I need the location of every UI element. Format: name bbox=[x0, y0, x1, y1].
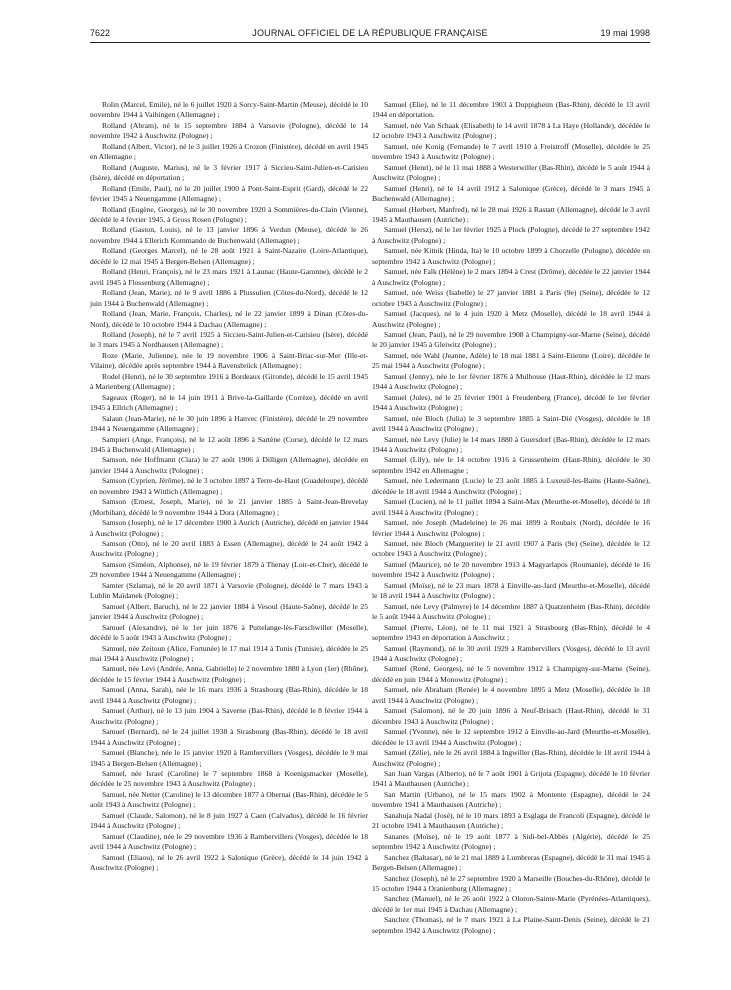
entry: Samuel, née Falk (Hélène) le 2 mars 1894 à Crest (Drôme), décédée le 22 janvier 1944 à Auschwitz (Pologne) ; bbox=[372, 267, 650, 287]
entry: Samuel (Zélie), née le 26 avril 1884 à Ingwiller (Bas-Rhin), décédée le 18 avril 1944 à Auschwitz (Pologne) ; bbox=[372, 748, 650, 768]
entry: Rolin (Marcel, Emile), né le 6 juillet 1920 à Sorcy-Saint-Martin (Meuse), décédé le 10 novembre 1944 à Vaihingen (Allemagne) ; bbox=[90, 100, 368, 120]
entry: Sananes (Moïse), né le 19 août 1877 à Sidi-bel-Abbès (Algérie), décédé le 25 septembre 1942 à Auschwitz (Pologne) ; bbox=[372, 831, 650, 852]
entry: Samuel (Henri), né le 14 avril 1912 à Salonique (Grèce), décédé le 3 mars 1945 à Buchenwald (Allemagne) ; bbox=[372, 183, 650, 204]
entry: Rolland (Gaston, Louis), né le 13 janvier 1896 à Verdun (Meuse), décédé le 26 novembre 1944 à Ellerich Kommando de Buchenwald (Allemagne) ; bbox=[90, 225, 368, 245]
entry: San Juan Vargas (Alberto), né le 7 août 1901 à Grijota (Espagne), décédé le 10 février 1941 à Mauthausen (Autriche) ; bbox=[372, 769, 650, 789]
entry: Salaun (Jean-Marie), né le 30 juin 1896 à Hanvec (Finistère), décédé le 29 novembre 1944 à Neuengamme (Allemagne) ; bbox=[90, 413, 368, 434]
entry: Rolland (Abram), né le 15 septembre 1884 à Varsovie (Pologne), décédé le 14 novembre 1942 à Auschwitz (Pologne) ; bbox=[90, 120, 368, 141]
entry: Samuel (Claude, Salomon), né le 8 juin 1927 à Caen (Calvados), décédé le 16 février 1944 à Auschwitz (Pologne) ; bbox=[90, 810, 368, 831]
entry: Samuel, née Bloch (Julia) le 3 septembre 1885 à Saint-Dié (Vosges), décédée le 18 avril 1944 à Auschwitz (Pologne) ; bbox=[372, 413, 650, 434]
entry: Samuel (Elie), né le 11 décembre 1903 à Duppigheim (Bas-Rhin), décédé le 13 avril 1944 en déportation. bbox=[372, 100, 650, 120]
entry: Samuel (Raymond), né le 30 avril 1929 à Rambervillers (Vosges), décédé le 13 avril 1944 à Auschwitz (Pologne) ; bbox=[372, 643, 650, 664]
entry: San Martin (Urbano), né le 15 mars 1902 à Montente (Espagne), décédé le 24 novembre 1941 à Mauthausen (Autriche) ; bbox=[372, 789, 650, 810]
entry: Rolland (Jean, Marie), né le 9 avril 1886 à Plussulien (Côtes-du-Nord), décédé le 12 juin 1944 à Buchenwald (Allemagne) ; bbox=[90, 288, 368, 308]
issue-date: 19 mai 1998 bbox=[600, 28, 650, 38]
entry: Sampieri (Ange, François), né le 12 août 1896 à Sartène (Corse), décédé le 12 mars 1945 à Buchenwald (Allemagne) ; bbox=[90, 434, 368, 454]
entry: Samuel (Salomon), né le 20 juin 1896 à Neuf-Brisach (Haut-Rhin), décédé le 31 décembre 1943 à Auschwitz (Pologne) ; bbox=[372, 706, 650, 726]
entry: Samson (Cyprien, Jérôme), né le 3 octobre 1897 à Terre-de-Haut (Guadeloupe), décédé en novembre 1943 à Wittlich (Allemagne) ; bbox=[90, 476, 368, 496]
header-rule bbox=[90, 42, 650, 43]
entry: Samuel (René, Georges), né le 5 novembre 1912 à Champigny-sur-Marne (Seine), décédé en juin 1944 à Monowitz (Pologne) ; bbox=[372, 664, 650, 684]
entry: Samson (Joseph), né le 17 décembre 1900 à Aurich (Autriche), décédé en janvier 1944 à Auschwitz (Pologne) ; bbox=[90, 518, 368, 538]
entry: Rolland (Henri, François), né le 23 mars 1921 à Launac (Haute-Garonne), décédé le 2 avril 1945 à Flossenburg (Allemagne) ; bbox=[90, 267, 368, 287]
entry: Samuel, née Joseph (Madeleine) le 26 mai 1899 à Roubaix (Nord), décédée le 16 février 1944 à Auschwitz (Pologne) ; bbox=[372, 518, 650, 538]
entry: Rodel (Henri), né le 30 septembre 1916 à Bordeaux (Gironde), décédé le 15 avril 1945 à Marienberg (Allemagne) ; bbox=[90, 371, 368, 392]
entry: Samuel (Moïse), né le 23 mars 1878 à Einville-au-Jard (Meurthe-et-Moselle), décédé le 18 avril 1944 à Auschwitz (Pologne) ; bbox=[372, 580, 650, 601]
entry: Samuel, née Van Schaak (Elisabeth) le 14 avril 1878 à La Haye (Hollande), décédée le 12 octobre 1943 à Auschwitz (Pologne) ; bbox=[372, 120, 650, 141]
entry: Samuel, née Israel (Caroline) le 7 septembre 1868 à Koenigsmacker (Moselle), décédée le 25 novembre 1943 à Auschwitz (Pologne) ; bbox=[90, 769, 368, 789]
entry: Samuel (Jean, Paul), né le 29 novembre 1908 à Champigny-sur-Marne (Seine), décédé le 20 janvier 1945 à Gleiwitz (Pologne) ; bbox=[372, 329, 650, 350]
entry: Rolland (Eugène, Georges), né le 30 novembre 1920 à Sommières-du-Clain (Vienne), décédé le 4 février 1945, à Gross Rosen (Pologne) ; bbox=[90, 204, 368, 224]
entry: Samson (Siméon, Alphonse), né le 19 février 1879 à Thenay (Loir-et-Cher), décédé le 29 novembre 1944 à Neuengamme (Allemagne) ; bbox=[90, 559, 368, 580]
entry: Samuel (Bernard), né le 24 juillet 1938 à Strasbourg (Bas-Rhin), décédé le 18 avril 1944 à Auschwitz (Pologne) ; bbox=[90, 727, 368, 747]
entry: Rolland (Georges Marcel), né le 28 août 1921 à Saint-Nazaire (Loire-Atlantique), décédé le 12 mai 1945 à Bergen-Belsen (Allemagne) ; bbox=[90, 246, 368, 266]
entry: Samuel (Hersz), né le 1er février 1925 à Plock (Pologne), décédé le 27 septembre 1942 à Auschwitz (Pologne) ; bbox=[372, 225, 650, 245]
entry: Samuel (Jules), né le 25 février 1901 à Freudenberg (France), décédé le 1er février 1944 à Auschwitz (Pologne) ; bbox=[372, 392, 650, 413]
entry: Samuel (Alexandre), né le 1er juin 1876 à Puttelange-lès-Farschwiller (Moselle), décédé le 5 août 1943 à Auschwitz (Pologne) ; bbox=[90, 622, 368, 643]
entry: Samuel (Yvonne), née le 12 septembre 1912 à Einville-au-Jard (Meurthe-et-Moselle), décédée le 13 avril 1944 à Auschwitz (Pologne) ; bbox=[372, 727, 650, 747]
entry: Rolland (Joseph), né le 7 avril 1925 à Siccieu-Saint-Julien-et-Carisieu (Isère), décédé le 3 mars 1945 à Nordhausen (Allemagne) ; bbox=[90, 329, 368, 350]
entry: Sageaux (Roger), né le 14 juin 1911 à Brive-la-Gaillarde (Corrèze), décédé en avril 1945 à Ellrich (Allemagne) ; bbox=[90, 392, 368, 413]
entry: Samuel (Henri), né le 11 mai 1888 à Westerwiller (Bas-Rhin), décédé le 5 août 1944 à Auschwitz (Pologne) ; bbox=[372, 162, 650, 183]
entry: Samuel, née Ledermann (Lucie) le 23 août 1885 à Luxeuil-les-Bains (Haute-Saône), décédée le 18 avril 1944 à Auschwitz (Pologne) ; bbox=[372, 476, 650, 496]
entry: Samuel, née Levi (Andrée, Anna, Gabrielle) le 2 novembre 1880 à Lyon (1er) (Rhône), décédée le 15 février 1944 à Auschwitz (Pologne) ; bbox=[90, 664, 368, 684]
entry: Sanchez (Manuel), né le 26 août 1922 à Oloron-Sainte-Marie (Pyrénées-Atlantiques), décédé le 1er mai 1945 à Dachau (Allemagne) ; bbox=[372, 894, 650, 914]
entry: Samuel (Blanche), née le 15 janvier 1920 à Rambervillers (Vosges), décédée le 9 mai 1945 à Bergen-Belsen (Allemagne) ; bbox=[90, 748, 368, 768]
entry: Samuel, née Kitnik (Hinda, Ita) le 10 octobre 1899 à Chorzelle (Pologne), décédée en septembre 1942 à Auschwitz (Pologne) ; bbox=[372, 246, 650, 266]
entry: Samson (Ernest, Joseph, Marie), né le 21 janvier 1885 à Saint-Jean-Brevelay (Morbihan), décédé le 9 novembre 1944 à Dora (Allemagne) ; bbox=[90, 497, 368, 517]
entry: Samuel, née Konig (Fernande) le 7 avril 1910 à Freistroff (Moselle), décédée le 25 novembre 1943 à Auschwitz (Pologne) ; bbox=[372, 141, 650, 162]
entry: Samuel (Maurice), né le 20 novembre 1913 à Magyarlapos (Roumanie), décédé le 16 novembre 1942 à Auschwitz (Pologne) ; bbox=[372, 559, 650, 580]
entry: Samuel, née Levy (Julie) le 14 mars 1880 à Guersdorf (Bas-Rhin), décédée le 12 mars 1944 à Auschwitz (Pologne) ; bbox=[372, 434, 650, 454]
left-column bbox=[90, 100, 368, 874]
entry: Samson, née Hoffmann (Clara) le 27 août 1906 à Dilligen (Allemagne), décédée en janvier 1944 à Auschwitz (Pologne) ; bbox=[90, 455, 368, 475]
entry: Rolland (Auguste, Marius), né le 3 février 1917 à Siccieu-Saint-Julien-et-Carisieu (Isère), décédé en déportation ; bbox=[90, 162, 368, 183]
entry: Samson (Otto), né le 20 avril 1883 à Essen (Allemagne), décédé le 24 août 1942 à Auschwitz (Pologne) ; bbox=[90, 539, 368, 559]
entry: Samuel (Jacques), né le 4 juin 1920 à Metz (Moselle), décédé le 18 avril 1944 à Auschwitz (Pologne) ; bbox=[372, 309, 650, 329]
entry: Samuel, née Netter (Caroline) le 13 décembre 1877 à Obernai (Bas-Rhin), décédée le 5 août 1943 à Auschwitz (Pologne) ; bbox=[90, 789, 368, 810]
entry: Samuel, née Zeitoun (Alice, Fortunée) le 17 mai 1914 à Tunis (Tunisie), décédée le 25 mai 1944 à Auschwitz (Pologne) ; bbox=[90, 643, 368, 664]
entry: Sanchez (Joseph), né le 27 septembre 1920 à Marseille (Bouches-du-Rhône), décédé le 15 octobre 1944 à Oranienburg (Allemagne) ; bbox=[372, 873, 650, 893]
entry: Sanchez (Baltasar), né le 21 mai 1889 à Lumbreras (Espagne), décédé le 31 mai 1945 à Bergen-Belsen (Allemagne) ; bbox=[372, 852, 650, 873]
entry: Samuel (Lucien), né le 11 juillet 1894 à Saint-Max (Meurthe-et-Moselle), décédé le 18 avril 1944 à Auschwitz (Pologne) ; bbox=[372, 497, 650, 517]
entry: Rolland (Emile, Paul), né le 20 juillet 1900 à Pont-Saint-Esprit (Gard), décédé le 22 février 1945 à Neuengamme (Allemagne) ; bbox=[90, 183, 368, 204]
entry: Samuel (Herbert, Manfred), né le 28 mai 1926 à Rastatt (Allemagne), décédé le 3 avril 1945 à Mauthausen (Autriche) ; bbox=[372, 204, 650, 224]
entry: Samuel (Anna, Sarah), née le 16 mars 1936 à Strasbourg (Bas-Rhin), décédée le 18 avril 1944 à Auschwitz (Pologne) ; bbox=[90, 685, 368, 705]
entry: Samuel (Lily), née le 14 octobre 1916 à Grussenheim (Haut-Rhin), décédée le 30 septembre 1942 en Allemagne ; bbox=[372, 455, 650, 475]
entry: Samuel (Jenny), née le 1er février 1876 à Mulhouse (Haut-Rhin), décédée le 12 mars 1944 à Auschwitz (Pologne) ; bbox=[372, 371, 650, 392]
right-column bbox=[372, 100, 650, 936]
entry: Sanchez (Thomas), né le 7 mars 1921 à La Plaine-Saint-Denis (Seine), décédé le 21 septembre 1942 à Auschwitz (Pologne) ; bbox=[372, 915, 650, 935]
entry: Rolland (Albert, Victor), né le 3 juillet 1926 à Crozon (Finistère), décédé en avril 1945 en Allemagne ; bbox=[90, 141, 368, 162]
entry: Samter (Szlama), né le 20 avril 1871 à Varsovie (Pologne), décédé le 7 mars 1943 à Lublin Maïdanek (Pologne) ; bbox=[90, 580, 368, 601]
entry: Samuel, née Bloch (Marguerite) le 21 avril 1907 à Paris (9e) (Seine), décédée le 12 octobre 1943 à Auschwitz (Pologne) ; bbox=[372, 539, 650, 559]
entry: Samuel, née Abraham (Renée) le 4 novembre 1895 à Metz (Moselle), décédée le 18 avril 1944 à Auschwitz (Pologne) ; bbox=[372, 685, 650, 705]
entry: Samuel, née Wahl (Jeanne, Adèle) le 18 mai 1881 à Saint-Etienne (Loire), décédée le 25 mai 1944 à Auschwitz (Pologne) ; bbox=[372, 350, 650, 371]
entry: Roze (Marie, Julienne), née le 19 novembre 1906 à Saint-Briac-sur-Mer (Ille-et-Vilaine), décédée après septembre 1944 à Ravensbrück (Allemagne) ; bbox=[90, 350, 368, 371]
entry: Samuel (Pierre, Léon), né le 11 mai 1921 à Strasbourg (Bas-Rhin), décédé le 4 septembre 1943 en déportation à Auschwitz ; bbox=[372, 622, 650, 643]
journal-title: JOURNAL OFFICIEL DE LA RÉPUBLIQUE FRANÇAISE bbox=[252, 28, 488, 38]
entry: Samuel, née Weiss (Isabelle) le 27 janvier 1881 à Paris (9e) (Seine), décédée le 12 octobre 1943 à Auschwitz (Pologne) ; bbox=[372, 288, 650, 308]
entry: Samuel (Albert, Baruch), né le 22 janvier 1884 à Vesoul (Haute-Saône), décédé le 25 janvier 1944 à Auschwitz (Pologne) ; bbox=[90, 601, 368, 622]
entry: Sanahuja Nadal (José), né le 10 mars 1893 à Esglaga de Francoli (Espagne), décédé le 21 octobre 1941 à Mauthausen (Autriche) ; bbox=[372, 810, 650, 831]
entry: Rolland (Jean, Marie, François, Charles), né le 22 janvier 1899 à Dinan (Côtes-du-Nord), décédé le 10 octobre 1944 à Dachau (Allemagne) ; bbox=[90, 309, 368, 329]
entry: Samuel (Eliaou), né le 26 avril 1922 à Salonique (Grèce), décédé le 14 juin 1942 à Auschwitz (Pologne) ; bbox=[90, 852, 368, 873]
entry: Samuel (Arthur), né le 13 juin 1904 à Saverne (Bas-Rhin), décédé le 8 février 1944 à Auschwitz (Pologne) ; bbox=[90, 706, 368, 726]
page-number: 7622 bbox=[90, 28, 111, 38]
entry: Samuel (Claudine), née le 29 novembre 1936 à Rambervillers (Vosges), décédée le 18 avril 1944 à Auschwitz (Pologne) ; bbox=[90, 831, 368, 852]
entry: Samuel, née Levy (Palmyre) le 14 décembre 1887 à Quatzenheim (Bas-Rhin), décédée le 5 août 1944 à Auschwitz (Pologne) ; bbox=[372, 601, 650, 622]
